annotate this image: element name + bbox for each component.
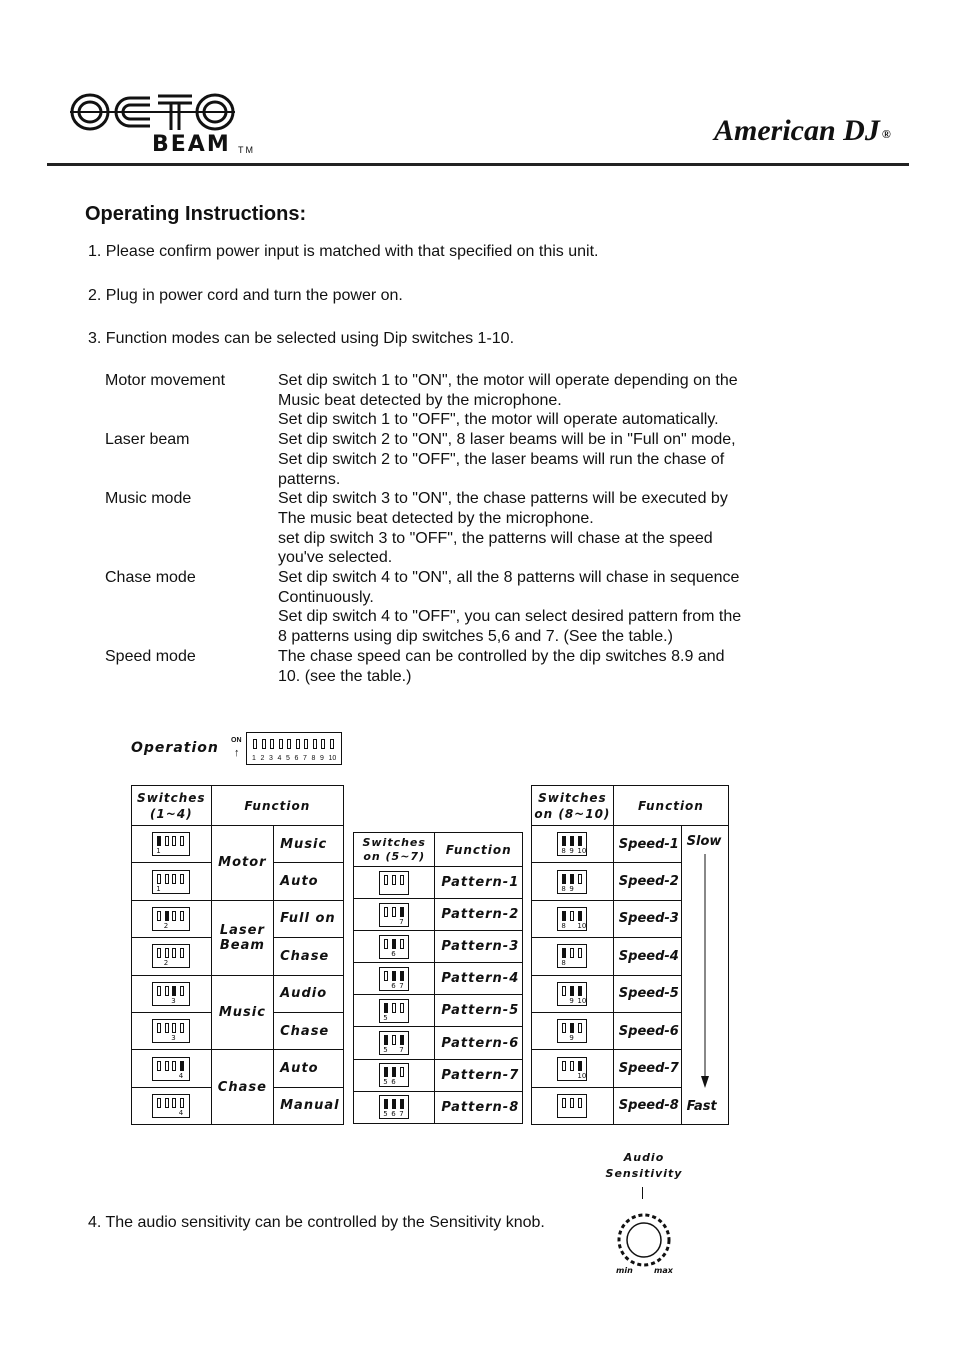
mode-row [105, 489, 805, 568]
switch-number: 4 [178, 1071, 184, 1080]
switch-number: 1 [156, 884, 161, 893]
dip-switch-icon [557, 832, 587, 856]
switch-off [157, 874, 161, 884]
switch-cell [532, 1012, 614, 1049]
mode-name: Motor movement [105, 372, 226, 389]
switch-off [157, 1023, 161, 1033]
switch-number: 7 [399, 1046, 404, 1055]
function-label: Auto [274, 1050, 344, 1087]
octo-logo [70, 90, 235, 135]
mode-name: Chase mode [105, 569, 196, 587]
dip-switch-number: 5 [286, 755, 290, 762]
switch-cell [132, 900, 212, 937]
switch-on [400, 1035, 404, 1045]
switch-on [578, 836, 582, 846]
switch-off [165, 836, 169, 846]
table-row [132, 900, 344, 937]
speed-label: Speed-4 [613, 938, 681, 975]
fast-label: Fast [686, 1099, 717, 1114]
switch-on [570, 1023, 574, 1033]
mode-line: 10. (see the table.) [278, 667, 412, 685]
mode-line: Music beat detected by the microphone. [278, 391, 562, 409]
switch-off [578, 1098, 582, 1108]
switch-off [578, 1023, 582, 1033]
dip-switch-icon [379, 1031, 409, 1055]
switch-number: 10 [577, 921, 587, 930]
switch-on [384, 1003, 388, 1013]
switch-off [157, 986, 161, 996]
dip-switch-icon [379, 967, 409, 991]
switch-off [180, 986, 184, 996]
mode-line: Set dip switch 2 to "ON", 8 laser beams will be in "Full on" mode, [278, 431, 736, 449]
page-title: Operating Instructions: [85, 203, 307, 225]
dip-switch [304, 739, 308, 749]
speed-label: Speed-6 [613, 1012, 681, 1049]
speed-label: Speed-3 [613, 900, 681, 937]
operation-label: Operation [131, 740, 219, 756]
mode-line: you've selected. [278, 549, 393, 567]
speed-label: Speed-8 [613, 1087, 681, 1124]
switch-number: 9 [569, 1034, 574, 1043]
function-label: Audio [274, 975, 344, 1012]
switch-number: 6 [391, 949, 396, 958]
switch-cell [354, 931, 435, 963]
mode-line: patterns. [278, 470, 341, 488]
t1-header-function: Function [211, 786, 343, 826]
switch-on [578, 1061, 582, 1071]
switch-off [172, 1023, 176, 1033]
sensitivity-knob-icon [614, 1210, 674, 1270]
dip-switch-icon [152, 982, 190, 1006]
mode-line: The chase speed can be controlled by the dip switches 8.9 and [278, 647, 725, 665]
mode-line: 8 patterns using dip switches 5,6 and 7. (See the table.) [278, 628, 673, 646]
dip-switch [330, 739, 334, 749]
table-row [354, 1027, 523, 1059]
switch-off [384, 875, 388, 885]
switch-cell [532, 1050, 614, 1087]
dip-switch-number: 2 [260, 755, 265, 762]
switch-cell [532, 1087, 614, 1124]
switch-number: 1 [156, 847, 161, 856]
dip-switch [321, 739, 325, 749]
switch-number: 6 [391, 1078, 396, 1087]
switch-number: 7 [399, 917, 404, 926]
switch-off [578, 874, 582, 884]
switch-off [578, 948, 582, 958]
switch-cell [354, 995, 435, 1027]
switch-on [384, 1099, 388, 1109]
pattern-label: Pattern-8 [435, 1091, 523, 1123]
switch-off [562, 1061, 566, 1071]
switch-cell [354, 867, 435, 899]
switch-on [392, 971, 396, 981]
switch-off [165, 1098, 169, 1108]
switch-number: 7 [399, 981, 404, 990]
dip-switch-number: 9 [320, 755, 324, 762]
speed-label: Speed-1 [613, 826, 681, 863]
mode-description [278, 489, 805, 568]
switch-number: 4 [178, 1108, 184, 1117]
switch-number: 2 [163, 921, 169, 930]
switch-number: 3 [171, 1034, 176, 1043]
switch-on [578, 911, 582, 921]
dip-switch [262, 739, 266, 749]
dip-switch-number: 8 [311, 755, 316, 762]
switch-on [384, 1067, 388, 1077]
switch-off [172, 874, 176, 884]
dip-switch-icon [379, 871, 409, 895]
arrow-down-icon [699, 854, 711, 1090]
dip-switch-icon [557, 982, 587, 1006]
mode-line: Set dip switch 4 to "OFF", you can select desired pattern from the [278, 608, 742, 626]
dip-switch-icon [152, 832, 190, 856]
switch-on [570, 836, 574, 846]
dip-switch [253, 739, 257, 749]
switch-cell [532, 826, 614, 863]
dip-switch-number: 1 [252, 755, 256, 762]
step-4: 4. The audio sensitivity can be controlled by the Sensitivity knob. [88, 1214, 545, 1231]
mode-name: Music mode [105, 490, 192, 508]
switch-number: 9 [569, 847, 574, 856]
mode-description [278, 647, 805, 686]
switch-number: 8 [561, 884, 566, 893]
arrow-up-icon: ↑ [234, 747, 240, 759]
t2-header-switches: Switches on (5~7) [354, 833, 435, 867]
mode-description [278, 568, 805, 647]
table-row [532, 826, 729, 863]
speed-scale [681, 826, 728, 1125]
switch-on [562, 874, 566, 884]
switch-on [562, 911, 566, 921]
mode-description [278, 430, 805, 489]
switch-off [400, 1003, 404, 1013]
mode-row [105, 568, 805, 647]
switch-cell [132, 938, 212, 975]
switch-cell [532, 900, 614, 937]
switch-off [172, 911, 176, 921]
pattern-label: Pattern-7 [435, 1059, 523, 1091]
switch-off [180, 1023, 184, 1033]
dip-switch [279, 739, 283, 749]
switch-on [392, 939, 396, 949]
switch-off [570, 911, 574, 921]
switch-on [157, 836, 161, 846]
audio-sensitivity-label: Audio Sensitivity [605, 1151, 683, 1180]
switch-off [165, 986, 169, 996]
table-switches-8-10 [531, 785, 729, 1125]
switch-on [562, 948, 566, 958]
switch-off [157, 1061, 161, 1071]
mode-row [105, 647, 805, 686]
switch-off [384, 971, 388, 981]
mode-line: Set dip switch 1 to "ON", the motor will operate depending on the [278, 372, 738, 389]
switch-cell [354, 1027, 435, 1059]
dip-switch-number: 6 [294, 755, 299, 762]
step-1: 1. Please confirm power input is matched with that specified on this unit. [88, 243, 599, 260]
table-row [354, 899, 523, 931]
switch-off [384, 939, 388, 949]
switch-number: 10 [577, 1071, 587, 1080]
switch-cell [532, 975, 614, 1012]
pattern-label: Pattern-1 [435, 867, 523, 899]
beam-logo: BEAM [152, 132, 231, 157]
switch-number: 2 [163, 959, 169, 968]
switch-number: 3 [171, 996, 176, 1005]
group-name: Chase [211, 1050, 274, 1125]
switch-cell [354, 963, 435, 995]
dip-switch-number: 10 [328, 755, 337, 762]
switch-off [180, 911, 184, 921]
switch-off [570, 948, 574, 958]
switch-off [570, 1061, 574, 1071]
switch-off [392, 875, 396, 885]
knob-tick [642, 1187, 643, 1199]
dip-switch-icon [152, 870, 190, 894]
dip-switch-icon [379, 1095, 409, 1119]
function-label: Chase [274, 938, 344, 975]
switch-off [400, 939, 404, 949]
pattern-label: Pattern-4 [435, 963, 523, 995]
pattern-label: Pattern-3 [435, 931, 523, 963]
dip-switch-number: 7 [303, 755, 307, 762]
switch-on [172, 986, 176, 996]
switch-on [570, 986, 574, 996]
switch-off [180, 874, 184, 884]
table-row [132, 826, 344, 863]
mode-line: Set dip switch 3 to "ON", the chase patterns will be executed by [278, 490, 728, 508]
mode-name: Laser beam [105, 431, 190, 449]
dip-switch [296, 739, 300, 749]
switch-number: 5 [383, 1046, 388, 1055]
switch-on [180, 1061, 184, 1071]
switch-off [157, 911, 161, 921]
switch-number: 9 [569, 884, 574, 893]
dip-switch-icon [152, 1094, 190, 1118]
switch-number: 10 [577, 847, 587, 856]
function-label: Chase [274, 1012, 344, 1049]
dip-switch-icon [379, 1063, 409, 1087]
mode-line: Continuously. [278, 588, 374, 606]
dip-switch-icon [557, 870, 587, 894]
mode-line: Set dip switch 4 to "ON", all the 8 patterns will chase in sequence [278, 569, 740, 587]
switch-off [562, 1023, 566, 1033]
dip-switch-icon [557, 1094, 587, 1118]
switch-number: 10 [577, 996, 587, 1005]
switch-off [570, 1098, 574, 1108]
pattern-label: Pattern-6 [435, 1027, 523, 1059]
switch-on [392, 1099, 396, 1109]
switch-off [165, 1061, 169, 1071]
dip-switch-icon [379, 935, 409, 959]
table-switches-5-7 [353, 832, 523, 1124]
switch-off [165, 948, 169, 958]
switch-off [562, 986, 566, 996]
switch-off [172, 948, 176, 958]
function-label: Auto [274, 863, 344, 900]
dip-switch-icon [152, 907, 190, 931]
group-name: Motor [211, 826, 274, 901]
mode-description [278, 371, 805, 430]
switch-cell [132, 1087, 212, 1124]
knob-min-label: min [616, 1266, 633, 1275]
dip-switch-icon [152, 1057, 190, 1081]
switch-off [400, 1067, 404, 1077]
table-row [354, 867, 523, 899]
table-row [354, 963, 523, 995]
speed-label: Speed-7 [613, 1050, 681, 1087]
mode-list [105, 371, 805, 686]
switch-cell [132, 826, 212, 863]
switch-cell [132, 1012, 212, 1049]
table-switches-1-4 [131, 785, 344, 1125]
switch-on [400, 1099, 404, 1109]
switch-off [384, 907, 388, 917]
switch-off [392, 1003, 396, 1013]
switch-off [165, 1023, 169, 1033]
switch-on [384, 1035, 388, 1045]
switch-cell [532, 863, 614, 900]
mode-row [105, 371, 805, 430]
switch-cell [354, 1091, 435, 1123]
table-row [132, 1050, 344, 1087]
switch-number: 8 [561, 959, 566, 968]
dip-switch-icon [379, 903, 409, 927]
switch-off [172, 1061, 176, 1071]
switch-off [157, 1098, 161, 1108]
dip-switch [313, 739, 317, 749]
mode-name: Speed mode [105, 647, 196, 665]
pattern-label: Pattern-2 [435, 899, 523, 931]
group-name: Music [211, 975, 274, 1050]
switch-off [157, 948, 161, 958]
mode-line: Set dip switch 1 to "OFF", the motor will operate automatically. [278, 411, 719, 429]
switch-cell [532, 938, 614, 975]
dip-switch-icon [557, 944, 587, 968]
step-3: 3. Function modes can be selected using Dip switches 1-10. [88, 330, 515, 347]
speed-label: Speed-5 [613, 975, 681, 1012]
table-row [354, 1091, 523, 1123]
dip-switch-strip [246, 732, 342, 765]
switch-number: 6 [391, 1110, 396, 1119]
switch-cell [132, 1050, 212, 1087]
slow-label: Slow [686, 834, 722, 849]
switch-number: 5 [383, 1110, 388, 1119]
table-row [354, 995, 523, 1027]
brand-name: American DJ ® [714, 114, 891, 147]
dip-switch-icon [557, 907, 587, 931]
dip-switch [270, 739, 274, 749]
switch-on [165, 911, 169, 921]
t2-header-function: Function [435, 833, 523, 867]
switch-on [392, 1067, 396, 1077]
mode-line: set dip switch 3 to "OFF", the patterns will chase at the speed [278, 529, 713, 547]
switch-on [400, 907, 404, 917]
mode-line: Set dip switch 2 to "OFF", the laser beams will run the chase of [278, 450, 725, 468]
knob-max-label: max [654, 1266, 673, 1275]
switch-off [392, 1035, 396, 1045]
switch-on [562, 836, 566, 846]
trademark: TM [238, 145, 255, 155]
switch-number: 7 [399, 1110, 404, 1119]
on-label: ON [231, 737, 242, 744]
switch-off [165, 874, 169, 884]
switch-cell [354, 1059, 435, 1091]
dip-switch-icon [152, 1019, 190, 1043]
switch-off [180, 1098, 184, 1108]
function-label: Music [274, 826, 344, 863]
switch-on [570, 874, 574, 884]
table-row [354, 1059, 523, 1091]
t3-header-function: Function [613, 786, 728, 826]
dip-switch [287, 739, 291, 749]
switch-on [578, 986, 582, 996]
mode-row [105, 430, 805, 489]
switch-off [172, 1098, 176, 1108]
t3-header-switches: Switches on (8~10) [532, 786, 614, 826]
switch-cell [354, 899, 435, 931]
speed-label: Speed-2 [613, 863, 681, 900]
switch-off [562, 1098, 566, 1108]
switch-number: 6 [391, 981, 396, 990]
dip-switch-number: 3 [269, 755, 273, 762]
table-row [132, 975, 344, 1012]
header-rule [47, 163, 909, 166]
dip-switch-number: 4 [277, 755, 282, 762]
switch-on [400, 971, 404, 981]
switch-number: 9 [569, 996, 574, 1005]
step-2: 2. Plug in power cord and turn the power on. [88, 287, 403, 304]
switch-off [392, 907, 396, 917]
switch-off [180, 948, 184, 958]
switch-cell [132, 863, 212, 900]
dip-switch-icon [557, 1057, 587, 1081]
mode-line: The music beat detected by the microphone. [278, 509, 594, 527]
dip-switch-icon [152, 944, 190, 968]
table-row [354, 931, 523, 963]
function-label: Full on [274, 900, 344, 937]
switch-off [180, 836, 184, 846]
switch-number: 5 [383, 1078, 388, 1087]
switch-number: 8 [561, 921, 566, 930]
t1-header-switches: Switches (1~4) [132, 786, 212, 826]
switch-number: 5 [383, 1013, 388, 1022]
function-label: Manual [274, 1087, 344, 1124]
switch-off [400, 875, 404, 885]
dip-switch-icon [379, 999, 409, 1023]
dip-switch-icon [557, 1019, 587, 1043]
group-name: Laser Beam [211, 900, 274, 975]
pattern-label: Pattern-5 [435, 995, 523, 1027]
switch-off [172, 836, 176, 846]
switch-number: 8 [561, 847, 566, 856]
switch-cell [132, 975, 212, 1012]
